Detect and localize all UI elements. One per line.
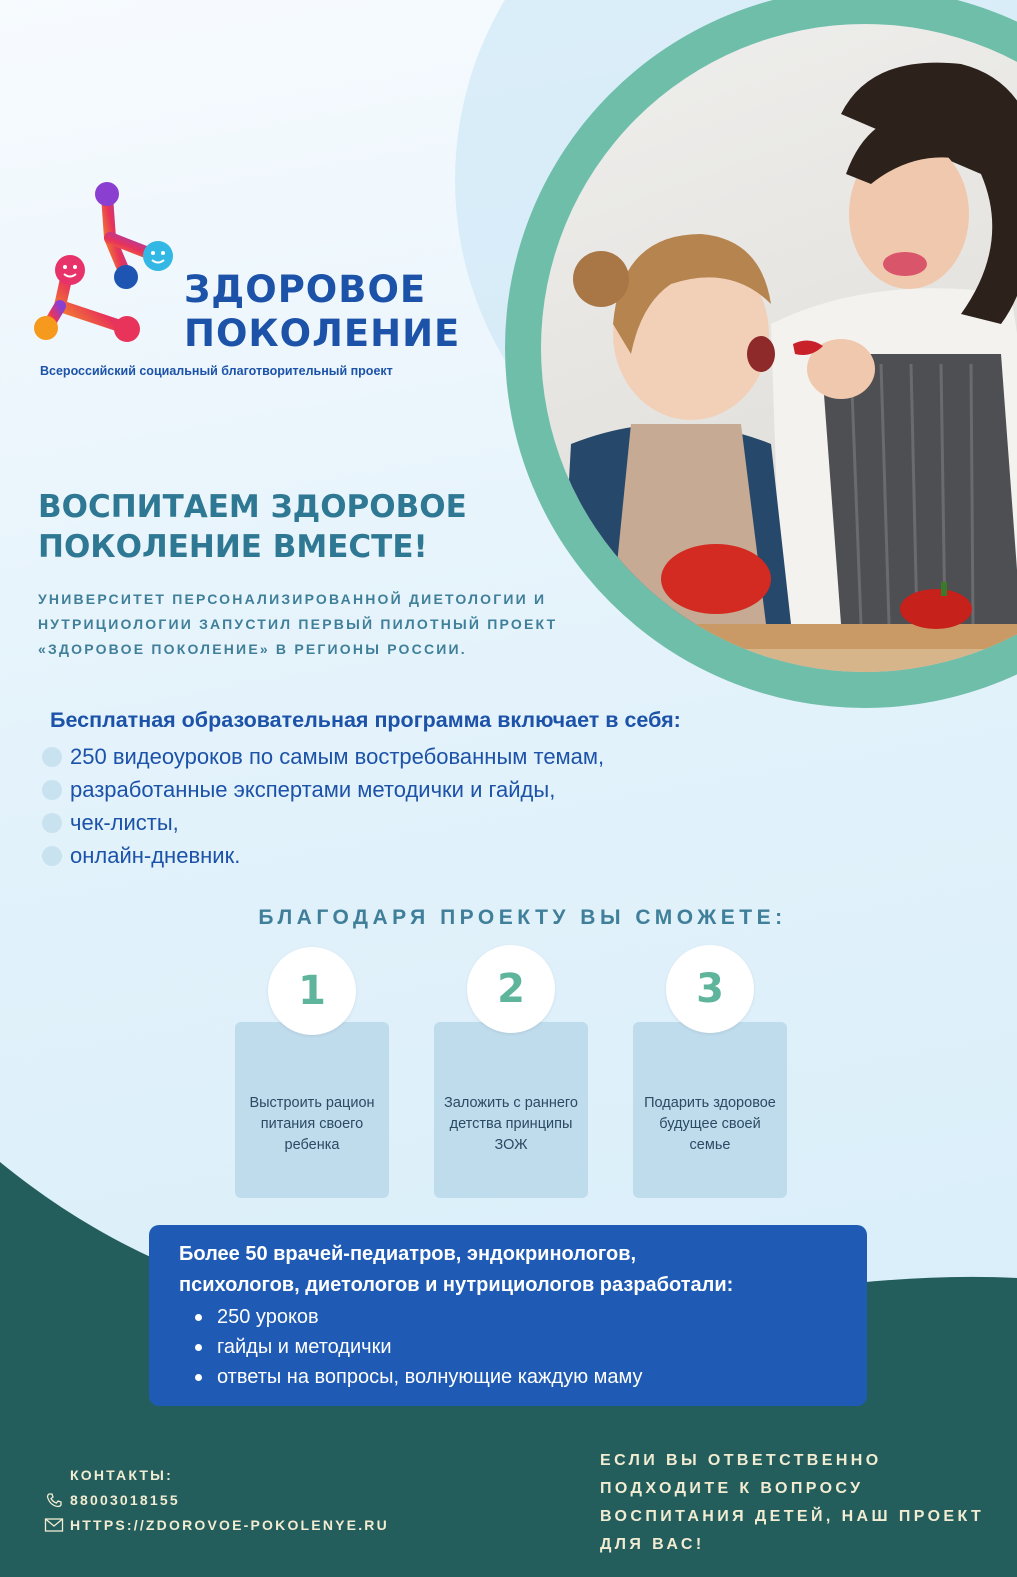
benefit-card-2 [434,1022,588,1198]
benefit-text: Заложить с раннего детства принципы ЗОЖ [444,1094,578,1153]
experts-list [179,1302,847,1392]
headline-line1: ВОСПИТАЕМ ЗДОРОВОЕ [38,489,467,525]
phone-number[interactable]: 88003018155 [70,1492,180,1508]
brand-title-line1: ЗДОРОВОЕ [184,268,427,311]
list-item [179,1362,847,1392]
program-item-text: разработанные экспертами методички и гайды, [70,776,556,802]
cta-line2: ПОДХОДИТЕ К ВОПРОСУ [600,1480,864,1497]
site-link[interactable]: HTTPS://ZDOROVOE-POKOLENYE.RU [70,1517,389,1533]
experts-item-text: ответы на вопросы, волнующие каждую маму [217,1366,643,1388]
list-item [42,839,604,872]
experts-item-text: гайды и методички [217,1336,392,1358]
cta-line3: ВОСПИТАНИЯ ДЕТЕЙ, НАШ ПРОЕКТ [600,1508,985,1525]
list-item [42,740,604,773]
cta-line1: ЕСЛИ ВЫ ОТВЕТСТВЕННО [600,1452,882,1469]
intro-line3: «ЗДОРОВОЕ ПОКОЛЕНИЕ» В РЕГИОНЫ РОССИИ. [38,641,467,657]
program-list [42,740,604,872]
bullet-icon [42,846,62,866]
list-item [179,1302,847,1332]
list-item [179,1332,847,1362]
bullet-icon [195,1314,202,1321]
intro-line2: НУТРИЦИОЛОГИИ ЗАПУСТИЛ ПЕРВЫЙ ПИЛОТНЫЙ ПРОЕКТ [38,616,558,632]
experts-intro-line2: психологов, диетологов и нутрициологов разработали: [179,1274,734,1296]
brand-title-line2: ПОКОЛЕНИЕ [184,312,461,355]
list-item [42,806,604,839]
phone-row[interactable] [44,1492,180,1508]
bullet-icon [195,1344,202,1351]
program-item-text: 250 видеоуроков по самым востребованным темам, [70,743,605,769]
program-title: Бесплатная образовательная программа включает в себя: [50,708,681,732]
benefit-text: Выстроить рацион питания своего ребенка [249,1094,375,1153]
bullet-icon [195,1374,202,1381]
bullet-icon [42,813,62,833]
phone-icon [44,1492,64,1508]
bullet-icon [42,780,62,800]
intro-line1: УНИВЕРСИТЕТ ПЕРСОНАЛИЗИРОВАННОЙ ДИЕТОЛОГИИ И [38,591,547,607]
contacts-label: КОНТАКТЫ: [70,1467,173,1483]
program-item-text: онлайн-дневник. [70,842,241,868]
experts-box [149,1225,867,1406]
experts-item-text: 250 уроков [217,1306,319,1328]
benefit-card-3 [633,1022,787,1198]
benefits-title: БЛАГОДАРЯ ПРОЕКТУ ВЫ СМОЖЕТЕ: [258,906,787,929]
benefit-number-2: 2 [467,945,555,1033]
site-row[interactable] [44,1517,389,1533]
benefit-number-3: 3 [666,945,754,1033]
program-item-text: чек-листы, [70,809,179,835]
experts-intro-line1: Более 50 врачей-педиатров, эндокринологов, [179,1243,637,1265]
benefit-text: Подарить здоровое будущее своей семье [644,1094,776,1153]
headline-line2: ПОКОЛЕНИЕ ВМЕСТЕ! [38,529,428,565]
envelope-icon [44,1517,64,1533]
logo-icon [30,178,180,353]
brand-subtitle: Всероссийский социальный благотворительный проект [40,364,393,378]
benefit-number-1: 1 [268,947,356,1035]
cta-line4: ДЛЯ ВАС! [600,1536,705,1553]
list-item [42,773,604,806]
benefit-card-1 [235,1022,389,1198]
bullet-icon [42,747,62,767]
